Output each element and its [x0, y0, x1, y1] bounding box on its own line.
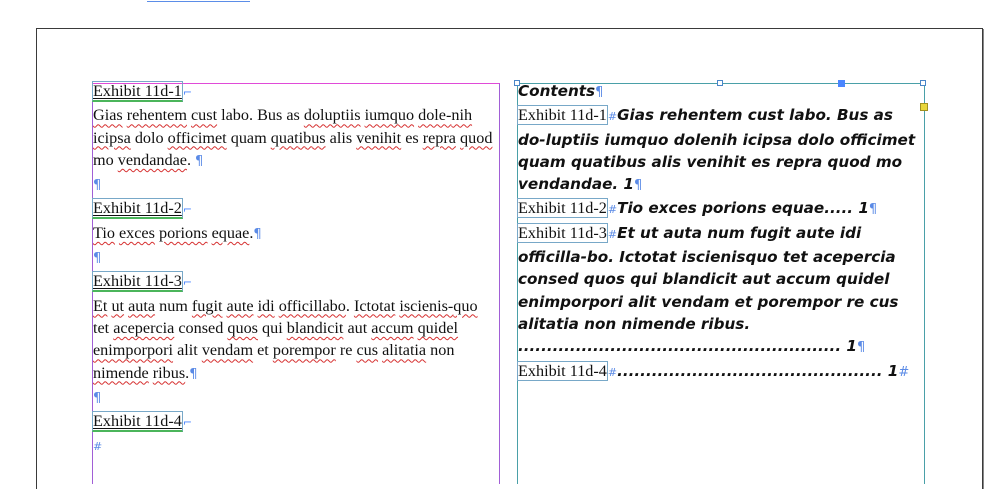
tab-marker-icon: #: [607, 365, 618, 379]
toc-entry-title: Gias rehentem cust labo. Bus as do-luptiis iumquo dolenih icipsa dolo officimet quam quatibus alis venihit es repra quod mo vendandae. 1: [518, 106, 916, 194]
empty-paragraph: ¶: [93, 390, 102, 406]
anchor-marker-icon: ⌐: [182, 86, 193, 99]
exhibit-body-2: Tio exces porions equae.¶: [93, 223, 262, 242]
toc-exhibit-label[interactable]: Exhibit 11d-4: [518, 361, 607, 380]
exhibit-label[interactable]: Exhibit 11d-2: [93, 199, 182, 218]
exhibit-body-3: Et ut auta num fugit aute idi officillabo. Ictotat iscienis-quo tet acepercia consed quos qui blandicit aut accum quidel enimporpori alit vendam et porempor re cus alitatia non nimende ribus.¶: [93, 296, 478, 382]
toc-entry-title: Tio exces porions equae..... 1: [617, 199, 869, 218]
exhibit-label[interactable]: Exhibit 11d-4: [93, 412, 182, 431]
toc-exhibit-label[interactable]: Exhibit 11d-2: [518, 199, 607, 218]
anchor-marker-icon: ⌐: [182, 203, 193, 217]
table-of-contents[interactable]: [518, 80, 922, 384]
toc-entry-1[interactable]: Exhibit 11d-1#Gias rehentem cust labo. Bus as do-luptiis iumquo dolenih icipsa dolo officimet quam quatibus alis venihit es repra quod mo vendandae. 1¶: [518, 106, 916, 194]
end-of-story: #: [93, 440, 103, 454]
toc-entry-4[interactable]: Exhibit 11d-4#.............................................. 1#: [518, 361, 910, 380]
tab-marker-icon: #: [607, 227, 618, 241]
empty-paragraph: ¶: [93, 251, 102, 267]
tab-marker-icon: #: [607, 110, 618, 124]
exhibit-heading-2[interactable]: [93, 197, 497, 221]
left-column-text[interactable]: [93, 80, 497, 459]
exhibit-label[interactable]: Exhibit 11d-3: [93, 272, 182, 291]
toc-heading: Contents: [518, 82, 596, 100]
toc-entry-3[interactable]: Exhibit 11d-3#Et ut auta num fugit aute idi officilla-bo. Ictotat iscienisquo tet acepercia consed quos qui blandicit aut accum quidel enimporpori alit vendam et porempor re cus alitatia non nimende ribus. ........................................................ 1¶: [518, 223, 899, 356]
empty-paragraph: ¶: [93, 178, 102, 194]
toc-entry-2[interactable]: Exhibit 11d-2#Tio exces porions equae..... 1¶: [518, 199, 878, 218]
tab-marker-icon: #: [607, 203, 618, 217]
document-tab-indicator[interactable]: [147, 0, 250, 2]
anchor-marker-icon: ⌐: [182, 416, 193, 430]
exhibit-heading-4[interactable]: [93, 410, 497, 434]
anchor-marker-icon: ⌐: [182, 276, 193, 290]
exhibit-body-1: Gias rehentem cust labo. Bus as doluptiis iumquo dole-nih icipsa dolo officimet quam quatibus alis venihit es repra quod mo vendandae. ¶: [93, 106, 493, 169]
exhibit-heading-1[interactable]: [93, 80, 497, 104]
exhibit-label[interactable]: Exhibit 11d-1: [93, 82, 182, 100]
toc-exhibit-label[interactable]: Exhibit 11d-1: [518, 106, 607, 125]
toc-exhibit-label[interactable]: Exhibit 11d-3: [518, 223, 607, 242]
toc-entry-title: Et ut auta num fugit aute idi officilla-bo. Ictotat iscienisquo tet acepercia consed quos qui blandicit aut accum quidel enimporpori alit vendam et porempor re cus alitatia non nimende ribus. ........................................................ 1: [518, 223, 899, 356]
toc-entry-title: .............................................. 1: [617, 361, 899, 380]
exhibit-heading-3[interactable]: [93, 270, 497, 294]
pilcrow-mark: ¶: [595, 85, 604, 100]
